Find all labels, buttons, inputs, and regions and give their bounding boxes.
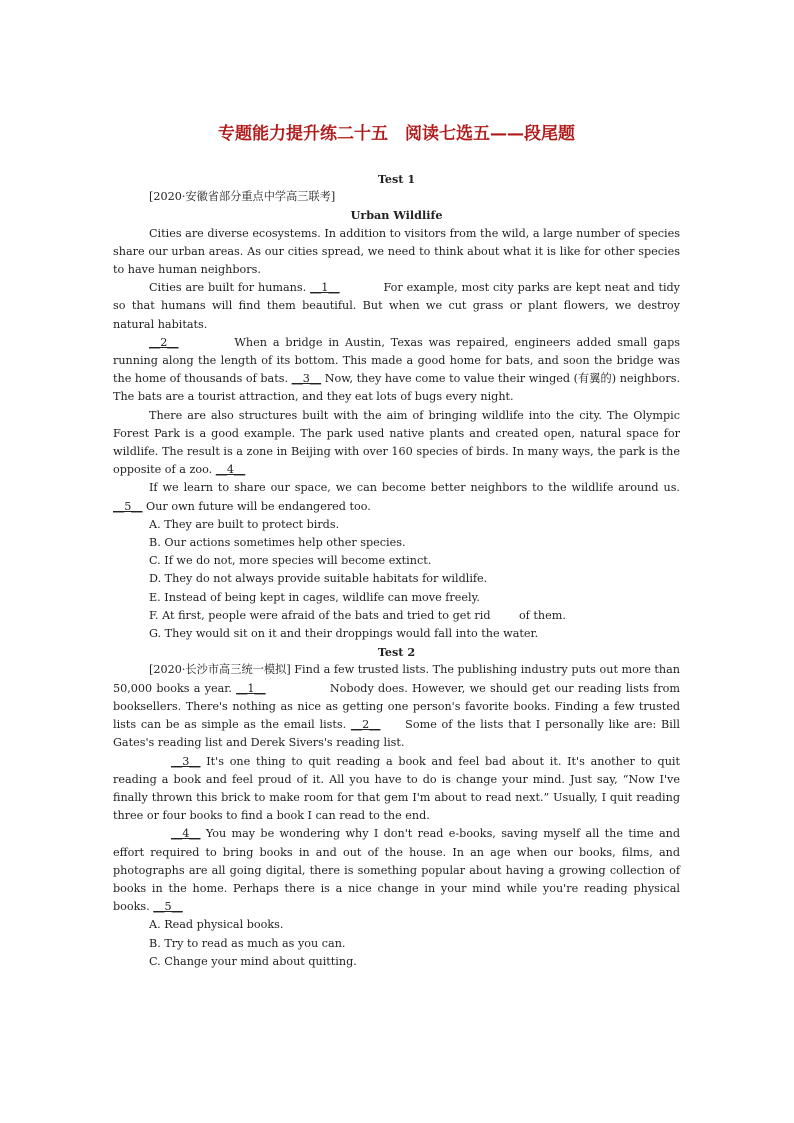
test1-paragraph-2 — [113, 279, 680, 334]
text: Now, they have come to value their winged (有翼的) neighbors. The bats are a tourist attraction, and they eat lots of bugs every night. — [113, 372, 681, 404]
blank-2: __2__ — [350, 718, 381, 732]
test1-option-e: E. Instead of being kept in cages, wildlife can move freely. — [149, 590, 480, 604]
test2-paragraph-3 — [113, 825, 680, 916]
text: If we learn to share our space, we can become better neighbors to the wildlife around us. — [149, 481, 680, 495]
blank-3: __3__ — [171, 754, 201, 768]
test1-source: [2020·安徽省部分重点中学高三联考] — [149, 190, 336, 204]
test1-option-a: A. They are built to protect birds. — [149, 517, 340, 531]
page-title: 专题能力提升练二十五 阅读七选五——段尾题 — [218, 124, 575, 144]
blank-5: __5__ — [113, 499, 143, 513]
test1-option-f: F. At first, people were afraid of the bats and tried to get rid of them. — [149, 608, 566, 622]
test2-option-c: C. Change your mind about quitting. — [149, 954, 357, 968]
blank-2: __2__ — [149, 335, 179, 349]
text: Some of the lists that I personally like are: Bill Gates's reading list and Derek Sivers's reading list. — [113, 718, 680, 750]
test1-paragraph-3 — [113, 334, 680, 407]
blank-4: __4__ — [171, 827, 201, 841]
document-page — [113, 120, 680, 971]
test2-option-b: B. Try to read as much as you can. — [149, 936, 346, 950]
blank-1: __1__ — [236, 681, 266, 695]
text: You may be wondering why I don't read e-books, saving myself all the time and effort required to bring books in and out of the house. In an age when our books, films, and photographs are all going digital, there is something popular about having a growing collection of books in the home. Perhaps there is a nice change in your mind while you're reading physical books. — [113, 827, 680, 914]
test2-heading: Test 2 — [377, 645, 416, 660]
test2-source: [2020·长沙市高三统一模拟] — [149, 663, 291, 677]
test2-paragraph-2 — [113, 753, 680, 826]
blank-3: __3__ — [291, 372, 322, 386]
text: For example, most city parks are kept neat and tidy so that humans will find them beautiful. But when we cut grass or plant flowers, we destroy natural habitats. — [113, 281, 680, 331]
text: Nobody does. However, we should get our reading lists from booksellers. There's nothing as nice as getting one person's favorite books. Finding a few trusted lists can be as simple as the email lists. — [113, 681, 681, 732]
test1-option-c: C. If we do not, more species will become extinct. — [149, 554, 432, 568]
text: Find a few trusted lists. The publishing industry puts out more than 50,000 books a year. — [113, 663, 680, 695]
text: Cities are built for humans. — [149, 281, 311, 295]
blank-5: __5__ — [153, 900, 183, 914]
test2-option-a: A. Read physical books. — [149, 918, 284, 932]
text: When a bridge in Austin, Texas was repaired, engineers added small gaps running along the length of its bottom. This made a good home for bats, and soon the bridge was the home of thousands of bats. — [113, 335, 680, 386]
text: It's one thing to quit reading a book and feel bad about it. It's another to quit reading a book and feel proud of it. All you have to do is change your mind. Just say, “Now I've finally thrown this brick to make room for that gem I'm about to read next.” Usually, I quit reading three or four books to find a book I can read to the end. — [113, 754, 680, 823]
test2-paragraph-1 — [113, 661, 680, 752]
test1-option-g: G. They would sit on it and their droppings would fall into the water. — [149, 627, 539, 641]
test1-heading: Test 1 — [377, 172, 416, 186]
test1-paragraph-4 — [113, 407, 680, 480]
text: Our own future will be endangered too. — [142, 499, 371, 513]
test1-option-d: D. They do not always provide suitable habitats for wildlife. — [149, 572, 488, 586]
text: There are also structures built with the aim of bringing wildlife into the city. The Olympic Forest Park is a good example. The park used native plants and created open, natural space for wildlife. The result is a zone in Beijing with over 160 species of birds. In many ways, the park is the opposite of a zoo. — [113, 408, 680, 477]
blank-1: __1__ — [310, 281, 340, 295]
test1-paragraph-5 — [113, 479, 680, 515]
blank-4: __4__ — [215, 463, 246, 477]
test1-article-title: Urban Wildlife — [350, 208, 443, 223]
test1-paragraph-1: Cities are diverse ecosystems. In addition to visitors from the wild, a large number of species share our urban areas. As our cities spread, we need to think about what it is like for other species to have human neighbors. — [113, 226, 680, 277]
test1-option-b: B. Our actions sometimes help other species. — [149, 536, 406, 550]
